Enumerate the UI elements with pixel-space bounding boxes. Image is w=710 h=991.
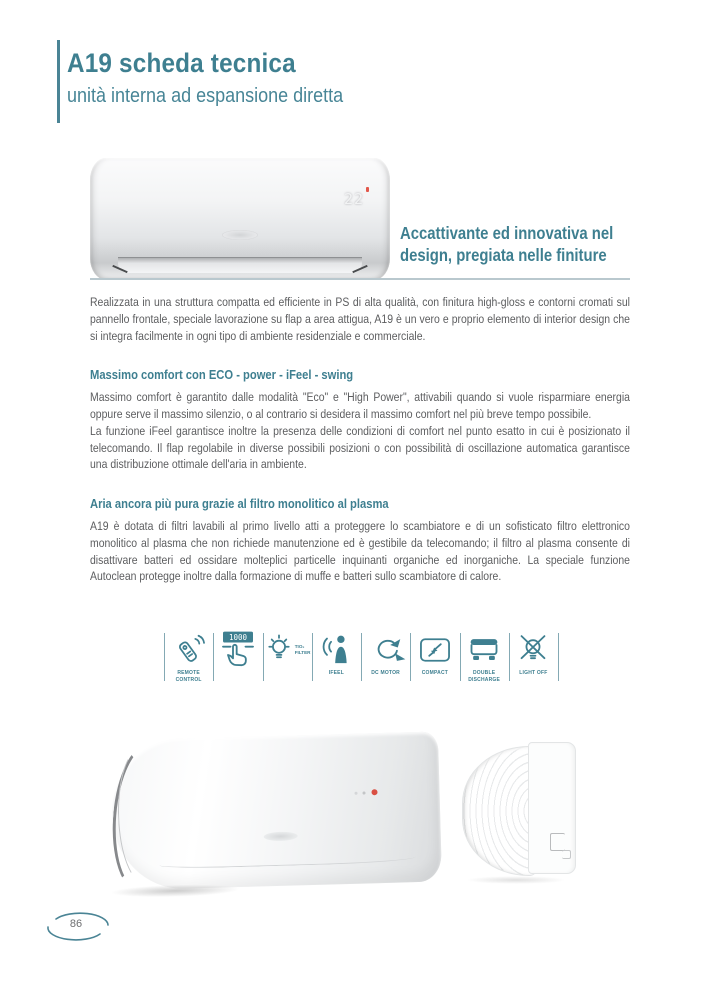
- intro-paragraph: Realizzata in una struttura compatta ed efficiente in PS di alta qualità, con finitura high-gloss e contorni cromati sul pannello frontale, speciale lavorazione su flap a area attigua, A19 è un vero e proprio elemento di interior design che si integra facilmente in ogni tipo di ambiente residenziale e commerciale.: [90, 295, 630, 343]
- tio2-filter-label: [295, 644, 311, 656]
- mounting-detail: [562, 850, 571, 859]
- drop-shadow: [466, 876, 566, 884]
- rear-chassis: [528, 742, 576, 874]
- feature-remote-control: [164, 628, 213, 690]
- intro-heading: Accattivante ed innovativa nel design, pregiata nelle finiture: [400, 223, 614, 265]
- page-number-badge: [46, 908, 112, 946]
- sensor-dot: [354, 792, 357, 795]
- product-image-side: [462, 742, 578, 878]
- body-copy: [90, 294, 630, 585]
- tio2-label-top: TIO₂: [294, 644, 305, 650]
- touch-display-icon: [216, 631, 260, 669]
- touch-display-digits: 1000: [228, 633, 247, 642]
- feature-label: DOUBLE DISCHARGE: [468, 670, 501, 683]
- brand-logo-badge: [222, 230, 258, 240]
- double-discharge-icon: [464, 631, 504, 669]
- tio2-filter-icon: [264, 631, 311, 669]
- feature-dc-motor: [361, 628, 410, 690]
- compact-icon: [416, 631, 454, 669]
- degree-indicator: [366, 187, 369, 192]
- tio2-label-bottom: FILTER: [294, 650, 311, 655]
- feature-label: DC MOTOR: [371, 670, 400, 676]
- feature-icon-strip: [164, 628, 558, 690]
- feature-double-discharge: [460, 628, 509, 690]
- sensor-dot: [362, 791, 365, 794]
- page-subtitle: unità interna ad espansione diretta: [67, 85, 344, 107]
- dc-motor-icon: [365, 631, 407, 669]
- unit-temperature-display: [344, 190, 364, 208]
- product-image-front: [90, 158, 390, 280]
- product-image-perspective: [110, 731, 442, 890]
- feature-compact: [410, 628, 459, 690]
- comfort-paragraph-1: Massimo comfort è garantito dalle modalità "Eco" e "High Power", attivabili quando si vuole risparmiare energia oppure serve il massimo silenzio, o al contrario si desidera il massimo comfort nel più breve tempo possibile.: [90, 390, 630, 421]
- unit-flap: [118, 257, 362, 273]
- feature-label: REMOTE CONTROL: [175, 670, 202, 683]
- title-accent-bar: [57, 40, 60, 123]
- section-heading-comfort: Massimo comfort con ECO - power - iFeel - swing: [90, 367, 354, 383]
- header: [67, 48, 427, 108]
- feature-touch-display: [213, 628, 262, 690]
- feature-label: LIGHT OFF: [519, 670, 548, 676]
- feature-light-off: [509, 628, 558, 690]
- ifeel-icon: [319, 631, 353, 669]
- remote-control-icon: [170, 631, 208, 669]
- feature-tio2-filter: [263, 628, 312, 690]
- mounting-detail: [550, 833, 565, 851]
- section-heading-filter: Aria ancora più pura grazie al filtro monolitico al plasma: [90, 496, 389, 512]
- page-title: A19 scheda tecnica: [67, 48, 296, 78]
- temperature-value: 22: [343, 190, 364, 208]
- light-off-icon: [515, 631, 551, 669]
- drop-shadow: [110, 883, 240, 899]
- filter-paragraph: A19 è dotata di filtri lavabili al primo livello atti a proteggere lo scambiatore e di un sofisticato filtro elettronico monolitico al plasma che non richiede manutenzione ed è gestibile da telecomando; il filtro al plasma consente di disattivare batteri ed ossidare molteplici particelle inquinanti organiche ed inorganiche. La speciale funzione Autoclean protegge inoltre dalla formazione di muffe e batteri sullo scambiatore di calore.: [90, 518, 630, 584]
- feature-ifeel: [312, 628, 361, 690]
- curved-front-panel: [462, 746, 538, 876]
- section-divider: [90, 278, 630, 280]
- feature-label: IFEEL: [328, 670, 344, 676]
- page-number: 86: [69, 918, 83, 930]
- feature-label: COMPACT: [421, 670, 449, 676]
- comfort-paragraph-2: La funzione iFeel garantisce inoltre la presenza delle condizioni di comfort nel punto esatto in cui è posizionato il telecomando. Il flap regolabile in diverse possibili posizioni o con possibilità di oscillazione automatica garantisce una distribuzione ottimale dell'aria in ambiente.: [90, 423, 630, 472]
